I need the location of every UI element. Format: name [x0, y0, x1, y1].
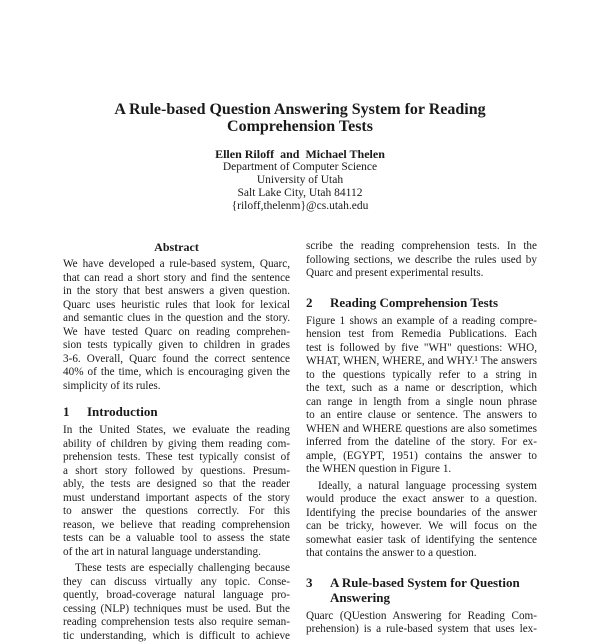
text-line: of the art in natural language understanding.	[63, 546, 290, 560]
text-line: can range in length from a single noun phrase	[306, 396, 537, 410]
text-line: reading comprehension tests also require seman-	[63, 616, 290, 630]
text-line: simplicity of its rules.	[63, 380, 290, 394]
text-line: prehension tests. These test typically consist of	[63, 451, 290, 465]
section-title	[330, 575, 520, 605]
abstract-body	[63, 258, 290, 393]
affiliation-address: Salt Lake City, Utah 84112	[60, 187, 540, 200]
affiliation-university: University of Utah	[60, 174, 540, 187]
text-line: prehension) is a rule-based system that uses lex-	[306, 623, 537, 637]
text-line: test is followed by five "WH" questions: WHO,	[306, 342, 537, 356]
section2-paragraph-1	[306, 315, 537, 477]
section-title-line: A Rule-based System for Question	[330, 575, 520, 590]
text-line: WHAT, WHEN, WHERE, and WHY.¹ The answers	[306, 355, 537, 369]
author-block	[60, 148, 540, 213]
text-line: Ideally, a natural language processing system	[306, 480, 537, 494]
text-line: 3-6. Overall, Quarc found the correct sentence	[63, 353, 290, 367]
text-line: tic understanding, which is difficult to achieve	[63, 630, 290, 643]
introduction-paragraph-1	[63, 424, 290, 559]
title-line: A Rule-based Question Answering System for Reading	[60, 101, 540, 118]
text-line: We have developed a rule-based system, Quarc,	[63, 258, 290, 272]
section-title: Introduction	[87, 404, 158, 419]
abstract-heading: Abstract	[63, 240, 290, 255]
text-line: Figure 1 shows an example of a reading compre-	[306, 315, 537, 329]
text-line: the WHEN question in Figure 1.	[306, 463, 537, 477]
text-line: 40% of the time, which is encouraging given the	[63, 366, 290, 380]
text-line: scribe the reading comprehension tests. In the	[306, 240, 537, 254]
text-line: reason, we believe that reading comprehension	[63, 519, 290, 533]
text-line: Quarc uses heuristic rules that look for lexical	[63, 299, 290, 313]
right-column	[306, 240, 537, 637]
text-line: sion tests typically given to children in grades	[63, 339, 290, 353]
text-line: We have tested Quarc on reading comprehen-	[63, 326, 290, 340]
text-line: ability of children by giving them reading com-	[63, 438, 290, 452]
section-heading-reading-comprehension-tests	[306, 295, 537, 310]
text-line: hension test from Remedia Publications. Each	[306, 328, 537, 342]
text-line: the text, such as a name or description, which	[306, 382, 537, 396]
text-line: that contains the answer to a question.	[306, 547, 537, 561]
introduction-paragraph-2	[63, 562, 290, 643]
text-line: Identifying the precise boundaries of the answer	[306, 507, 537, 521]
text-line: WHEN and WHERE questions are also sometimes	[306, 423, 537, 437]
text-line: ample, (EGYPT, 1951) contains the answer to	[306, 450, 537, 464]
paper-title	[60, 101, 540, 135]
text-line: quently, broad-coverage natural language pro-	[63, 589, 290, 603]
text-line: inferred from the dateline of the story. For ex-	[306, 436, 537, 450]
section-title-line: Answering	[330, 590, 520, 605]
text-line: Quarc (QUestion Answering for Reading Com-	[306, 610, 537, 624]
text-line: can be tricky, however. We will focus on the	[306, 520, 537, 534]
text-line: tests can be a valuable tool to assess the state	[63, 532, 290, 546]
text-line: must understand important aspects of the story	[63, 492, 290, 506]
text-line: Quarc and present experimental results.	[306, 267, 537, 281]
section-title: Reading Comprehension Tests	[330, 295, 498, 310]
text-line: would produce the exact answer to a question.	[306, 493, 537, 507]
text-line: a short story followed by questions. Presum-	[63, 465, 290, 479]
text-line: to answer the questions correctly. For this	[63, 505, 290, 519]
text-line: following sections, we describe the rules used by	[306, 254, 537, 268]
section3-paragraph-1	[306, 610, 537, 637]
text-line: in the story that best answers a given question.	[63, 285, 290, 299]
text-line: somewhat easier task of identifying the sentence	[306, 534, 537, 548]
text-line: that can read a short story and find the sentence	[63, 272, 290, 286]
text-line: ably, the tests are designed so that the reader	[63, 478, 290, 492]
text-line: to the questions typically refer to a string in	[306, 369, 537, 383]
text-line: to an entire clause or sentence. The answers to	[306, 409, 537, 423]
text-line: cessing (NLP) techniques must be used. But the	[63, 603, 290, 617]
section-number: 1	[63, 404, 87, 419]
section-heading-rule-based-system	[306, 575, 537, 605]
affiliation-department: Department of Computer Science	[60, 161, 540, 174]
section-number: 3	[306, 575, 330, 605]
section2-paragraph-2	[306, 480, 537, 561]
text-line: These tests are especially challenging because	[63, 562, 290, 576]
continued-paragraph	[306, 240, 537, 281]
author-names: Ellen Riloff and Michael Thelen	[60, 148, 540, 161]
section-heading-introduction	[63, 404, 290, 419]
author-emails: {riloff,thelenm}@cs.utah.edu	[60, 200, 540, 213]
section-number: 2	[306, 295, 330, 310]
text-line: they can discuss virtually any topic. Conse-	[63, 576, 290, 590]
text-line: In the United States, we evaluate the reading	[63, 424, 290, 438]
text-line: and semantic clues in the question and the story.	[63, 312, 290, 326]
left-column	[63, 240, 290, 643]
title-line: Comprehension Tests	[60, 118, 540, 135]
